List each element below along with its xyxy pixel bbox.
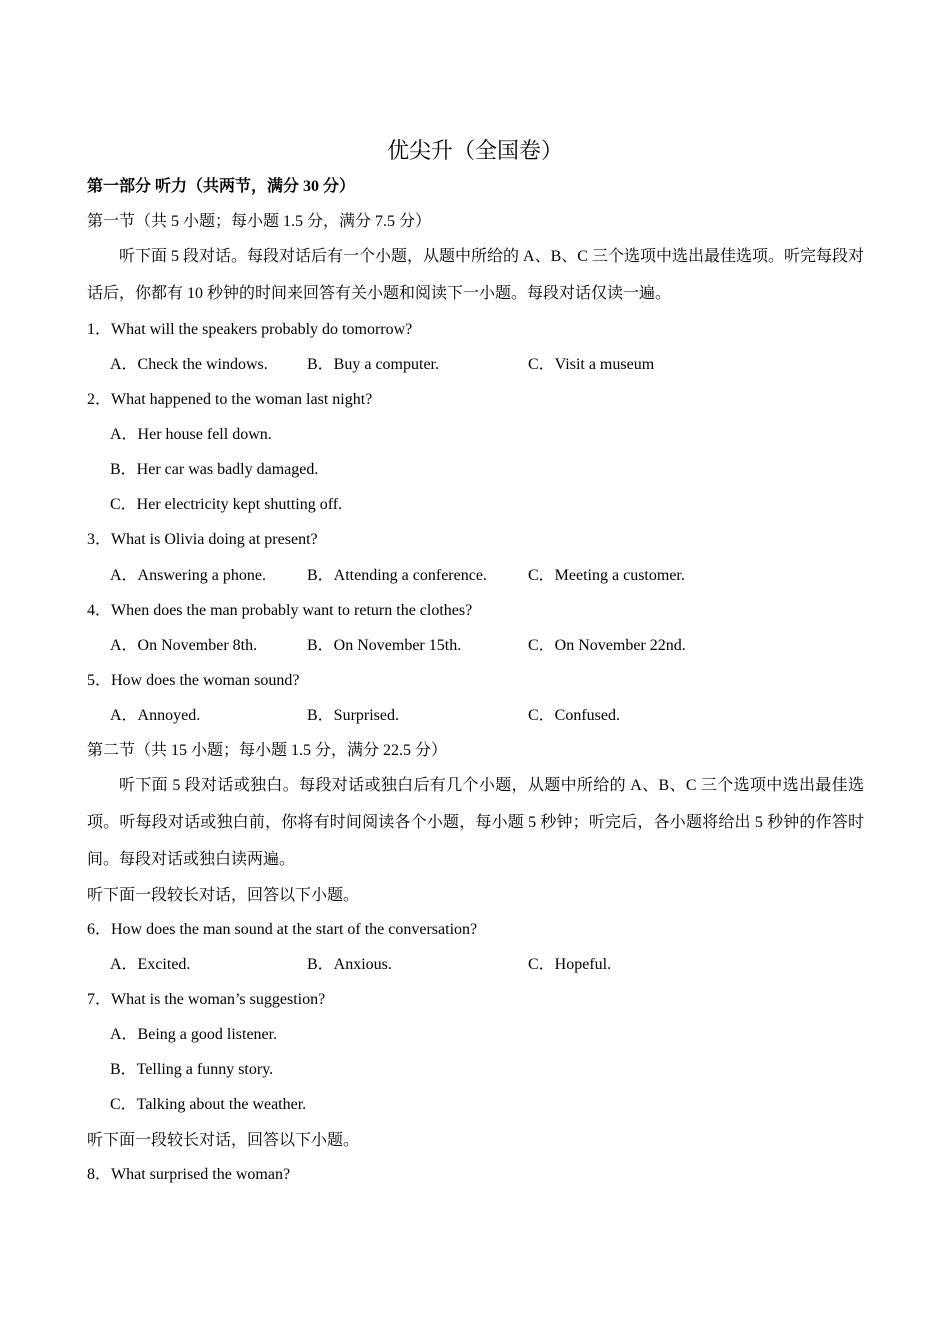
- section1-heading: 第一节（共 5 小题；每小题 1.5 分，满分 7.5 分）: [87, 213, 432, 230]
- part1-heading: 第一部分 听力（共两节，满分 30 分）: [87, 178, 356, 195]
- question-2-option-b: B．Her car was badly damaged.: [110, 461, 319, 478]
- question-7-option-a: A．Being a good listener.: [110, 1026, 278, 1043]
- question-1-option-c: C．Visit a museum: [528, 356, 655, 373]
- question-3-option-a: A．Answering a phone.: [110, 567, 266, 584]
- question-5-option-c: C．Confused.: [528, 707, 621, 724]
- question-5-stem: 5．How does the woman sound?: [87, 672, 300, 689]
- question-1-option-a: A．Check the windows.: [110, 356, 268, 373]
- page-title: 优尖升（全国卷）: [386, 139, 563, 164]
- question-1-stem: 1．What will the speakers probably do tomorrow?: [87, 321, 413, 338]
- question-5-option-b: B．Surprised.: [307, 707, 400, 724]
- question-1-option-b: B．Buy a computer.: [307, 356, 439, 373]
- question-4-option-c: C．On November 22nd.: [528, 637, 686, 654]
- question-3-option-c: C．Meeting a customer.: [528, 567, 685, 584]
- question-6-option-b: B．Anxious.: [307, 956, 392, 973]
- question-3-stem: 3．What is Olivia doing at present?: [87, 531, 318, 548]
- question-4-option-b: B．On November 15th.: [307, 637, 462, 654]
- question-2-option-c: C．Her electricity kept shutting off.: [110, 496, 343, 513]
- question-8-stem: 8．What surprised the woman?: [87, 1166, 291, 1183]
- section2-heading: 第二节（共 15 小题；每小题 1.5 分，满分 22.5 分）: [87, 742, 448, 759]
- question-7-option-b: B．Telling a funny story.: [110, 1061, 274, 1078]
- question-2-option-a: A．Her house fell down.: [110, 426, 272, 443]
- question-4-stem: 4．When does the man probably want to return the clothes?: [87, 602, 473, 619]
- section2-instructions: 听下面 5 段对话或独白。每段对话或独白后有几个小题，从题中所给的 A、B、C 三个选项中选出最佳选项。听每段对话或独白前，你将有时间阅读各个小题，每小题 5 秒钟；听完后，各小题将给出 5 秒钟的作答时间。每段对话或独白读两遍。: [87, 777, 864, 868]
- section2-prompt-q6: 听下面一段较长对话，回答以下小题。: [87, 887, 360, 904]
- question-6-stem: 6．How does the man sound at the start of the conversation?: [87, 921, 478, 938]
- question-7-stem: 7．What is the woman’s suggestion?: [87, 991, 326, 1008]
- question-2-stem: 2．What happened to the woman last night?: [87, 391, 373, 408]
- question-5-option-a: A．Annoyed.: [110, 707, 201, 724]
- question-6-option-c: C．Hopeful.: [528, 956, 612, 973]
- section1-instructions: 听下面 5 段对话。每段对话后有一个小题，从题中所给的 A、B、C 三个选项中选出最佳选项。听完每段对话后，你都有 10 秒钟的时间来回答有关小题和阅读下一小题。每段对话仅读一遍。: [87, 248, 864, 302]
- question-7-option-c: C．Talking about the weather.: [110, 1096, 307, 1113]
- question-3-option-b: B．Attending a conference.: [307, 567, 487, 584]
- section2-prompt-q8: 听下面一段较长对话，回答以下小题。: [87, 1132, 360, 1149]
- question-6-option-a: A．Excited.: [110, 956, 191, 973]
- question-4-option-a: A．On November 8th.: [110, 637, 258, 654]
